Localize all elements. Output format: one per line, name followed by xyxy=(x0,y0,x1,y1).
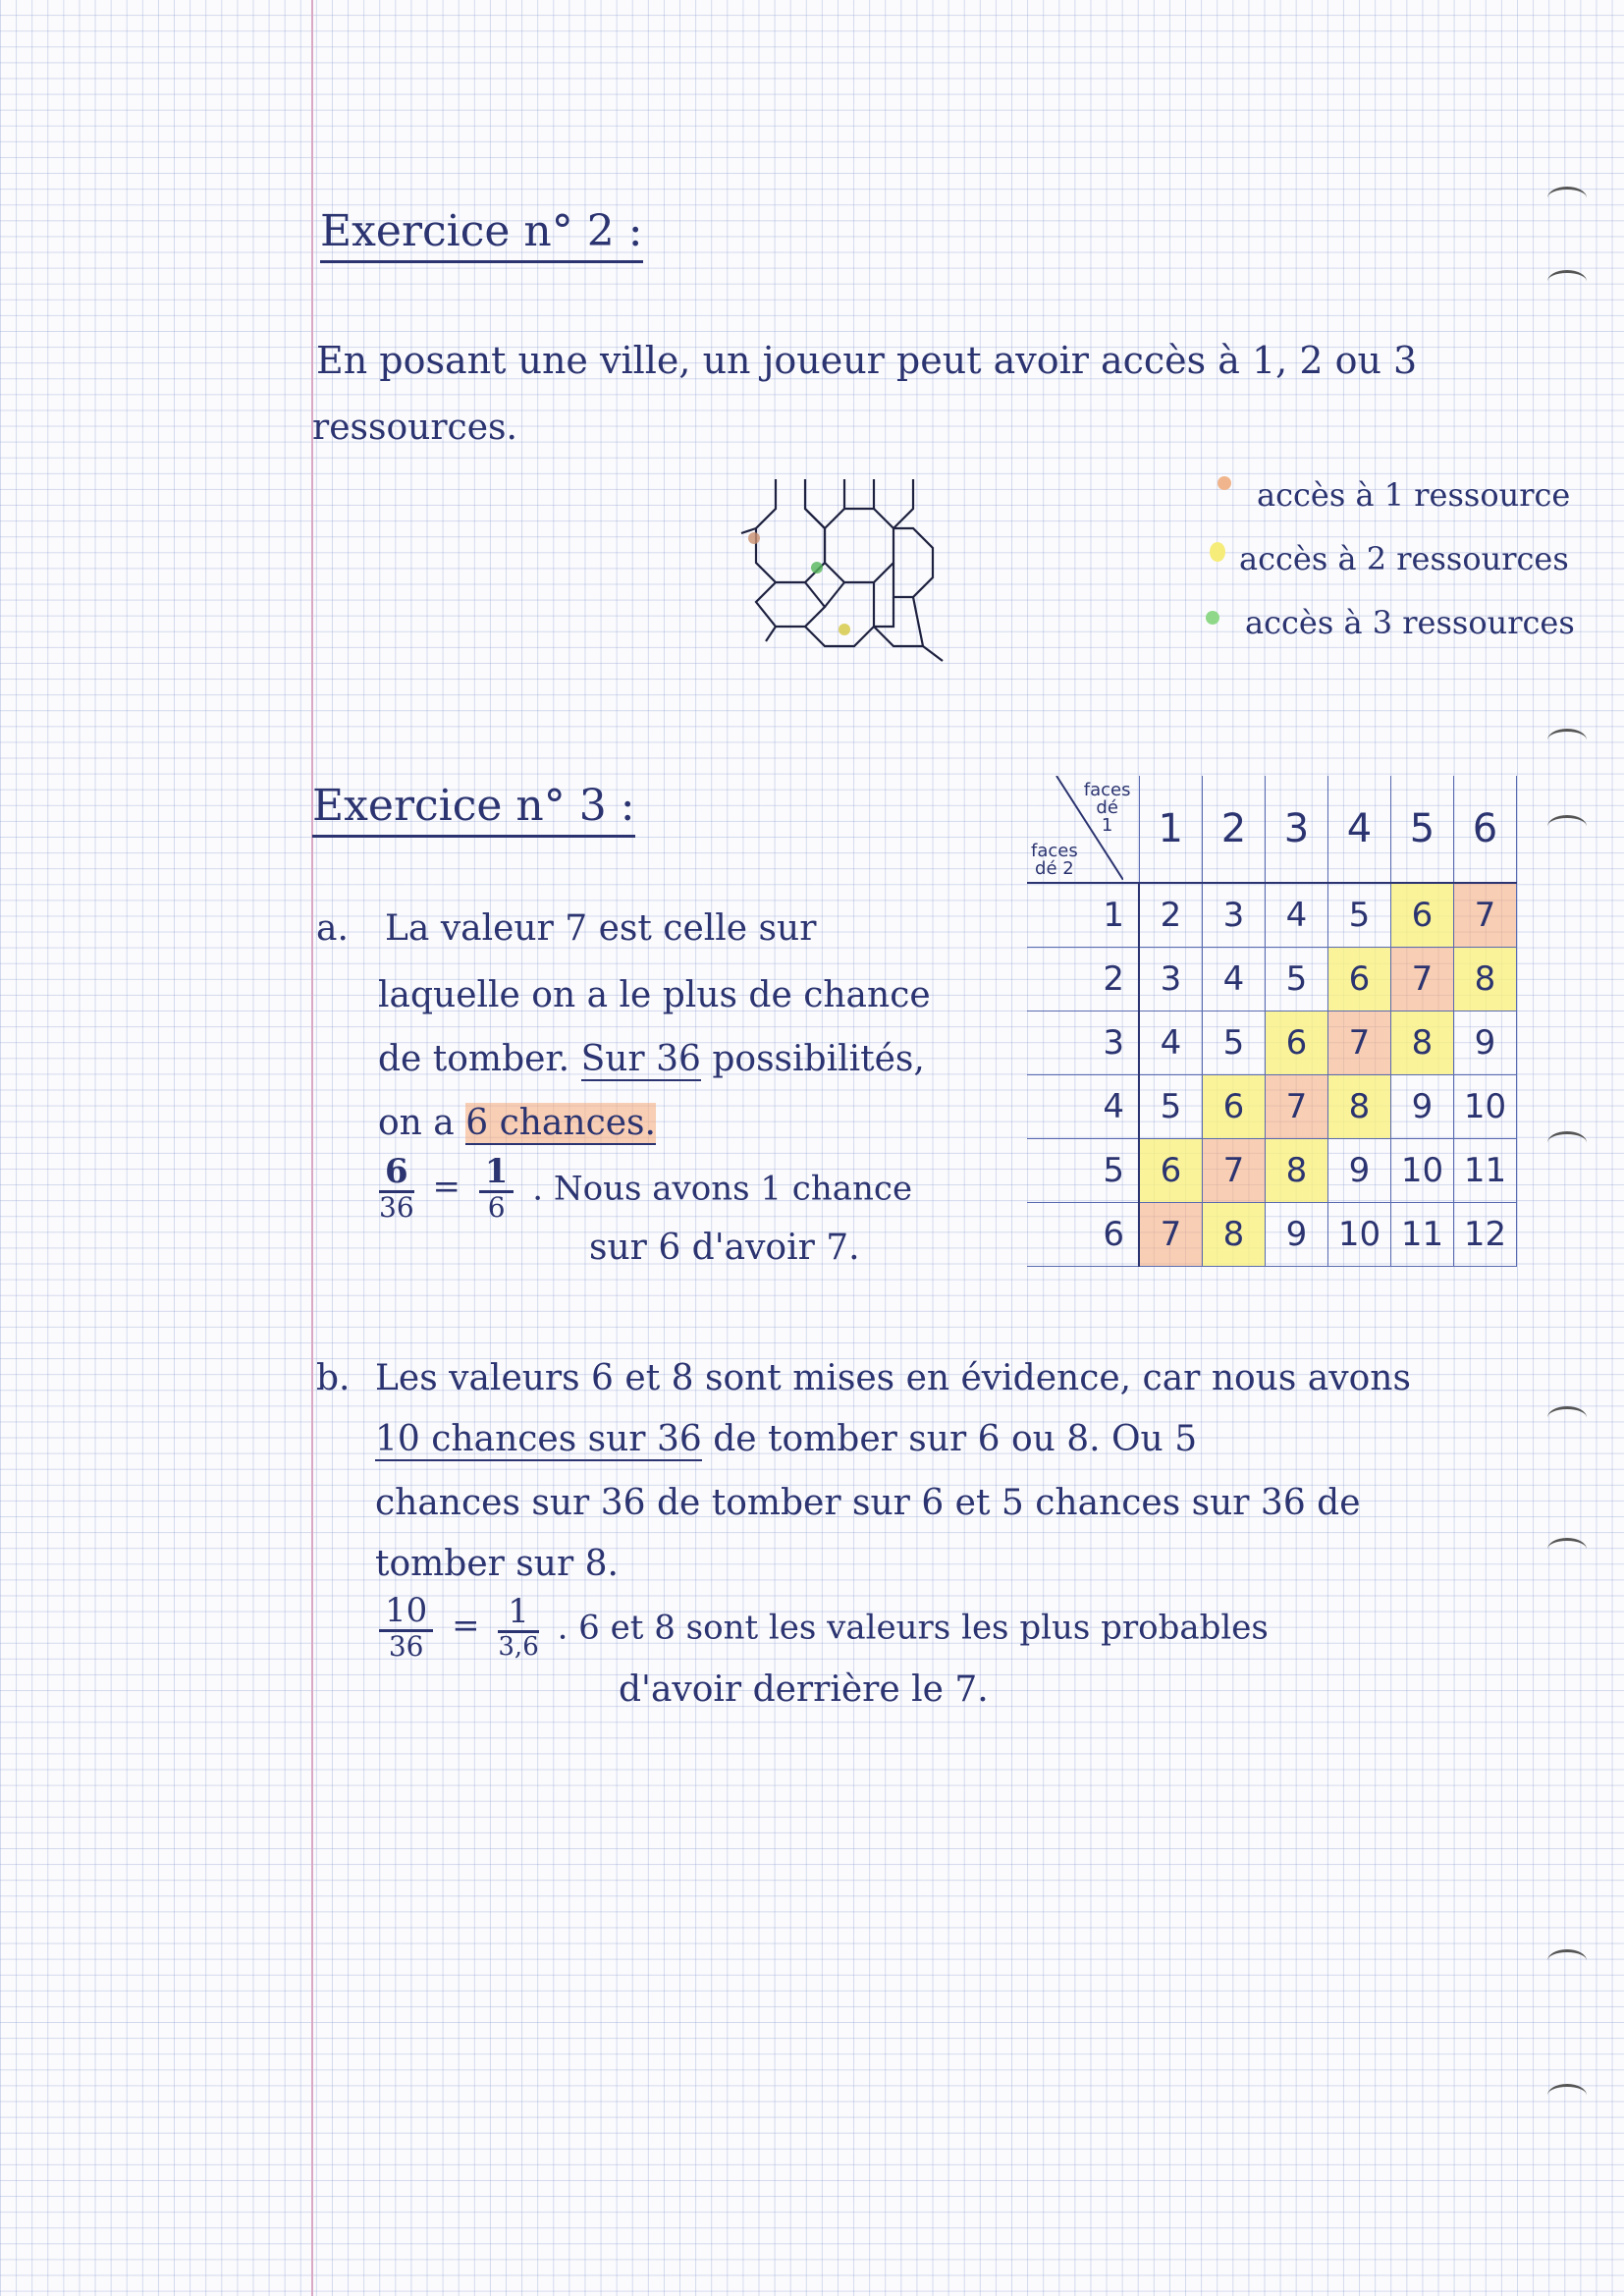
margin-line xyxy=(311,0,313,2296)
table-cell: 7 xyxy=(1266,1075,1328,1139)
table-cell: 6 xyxy=(1139,1139,1203,1203)
table-cell: 4 xyxy=(1203,948,1266,1011)
row-header: 4 xyxy=(1027,1075,1139,1139)
underline-sur-36: Sur 36 xyxy=(580,1039,701,1079)
table-cell: 2 xyxy=(1139,883,1203,948)
table-cell: 7 xyxy=(1328,1011,1391,1075)
table-cell: 8 xyxy=(1328,1075,1391,1139)
column-header: 4 xyxy=(1328,776,1391,883)
table-cell: 5 xyxy=(1328,883,1391,948)
table-row xyxy=(1027,1011,1517,1075)
table-row xyxy=(1027,883,1517,948)
exercise-3-title: Exercice n° 3 : xyxy=(312,781,635,838)
part-b-line-1: Les valeurs 6 et 8 sont mises en évidence, car nous avons xyxy=(375,1358,1411,1398)
binder-hole xyxy=(1547,729,1587,751)
part-b-line-4: tomber sur 8. xyxy=(375,1544,619,1584)
fraction-10-36: $\frac{10}{36}$ xyxy=(379,1593,433,1663)
legend-dot-orange xyxy=(1218,476,1231,490)
legend-dot-green xyxy=(1206,611,1219,625)
table-cell: 9 xyxy=(1266,1203,1328,1267)
legend-item-2: accès à 2 ressources xyxy=(1239,540,1569,577)
table-cell: 5 xyxy=(1139,1075,1203,1139)
binder-hole xyxy=(1547,815,1587,838)
part-b-fraction-line: $\frac{10}{36}$ = $\frac{1}{3,6}$ . 6 et 8 sont les valeurs les plus probables xyxy=(371,1593,1269,1663)
column-header: 1 xyxy=(1139,776,1203,883)
table-header-row xyxy=(1027,776,1517,883)
table-row xyxy=(1027,1203,1517,1267)
part-a-marker: a. xyxy=(316,908,349,949)
part-a-fraction-line: $\frac{6}{36}$ = $\frac{1}{6}$ . Nous avons 1 chance xyxy=(379,1152,913,1225)
row-header: 3 xyxy=(1027,1011,1139,1075)
legend-item-3: accès à 3 ressources xyxy=(1245,604,1575,641)
table-cell: 3 xyxy=(1203,883,1266,948)
table-cell: 4 xyxy=(1139,1011,1203,1075)
table-cell: 8 xyxy=(1203,1203,1266,1267)
table-cell: 10 xyxy=(1391,1139,1454,1203)
table-corner xyxy=(1027,776,1139,883)
table-cell: 5 xyxy=(1203,1011,1266,1075)
table-cell: 9 xyxy=(1391,1075,1454,1139)
binder-hole xyxy=(1547,1538,1587,1560)
fraction-1-3-6: $\frac{1}{3,6}$ xyxy=(498,1592,539,1663)
part-b-line-2: 10 chances sur 36 de tomber sur 6 ou 8. Ou 5 xyxy=(375,1419,1198,1459)
part-a-line-3: de tomber. Sur 36 possibilités, xyxy=(378,1039,925,1079)
hexagon-grid-drawing xyxy=(736,469,952,676)
legend-item-1: accès à 1 ressource xyxy=(1257,476,1571,514)
table-cell: 10 xyxy=(1328,1203,1391,1267)
corner-label-die-2: faces dé 2 xyxy=(1031,841,1078,879)
part-b-marker: b. xyxy=(316,1358,351,1398)
column-header: 6 xyxy=(1454,776,1517,883)
fraction-1-6: $\frac{1}{6}$ xyxy=(479,1154,514,1224)
part-a-line-4: on a 6 chances. xyxy=(378,1103,656,1143)
column-header: 5 xyxy=(1391,776,1454,883)
legend-dot-yellow xyxy=(1210,542,1225,562)
table-cell: 6 xyxy=(1328,948,1391,1011)
highlight-6-chances: 6 chances. xyxy=(465,1103,656,1143)
exercise-2-line-2: ressources. xyxy=(312,408,517,448)
table-row xyxy=(1027,1139,1517,1203)
table-cell: 11 xyxy=(1391,1203,1454,1267)
table-cell: 4 xyxy=(1266,883,1328,948)
table-cell: 7 xyxy=(1454,883,1517,948)
table-row xyxy=(1027,948,1517,1011)
binder-hole xyxy=(1547,187,1587,209)
table-cell: 6 xyxy=(1391,883,1454,948)
row-header: 1 xyxy=(1027,883,1139,948)
table-cell: 8 xyxy=(1266,1139,1328,1203)
table-row xyxy=(1027,1075,1517,1139)
part-b-line-3: chances sur 36 de tomber sur 6 et 5 chances sur 36 de xyxy=(375,1483,1361,1523)
table-cell: 6 xyxy=(1203,1075,1266,1139)
dice-sum-table xyxy=(1027,776,1517,1267)
exercise-2-title: Exercice n° 2 : xyxy=(320,206,643,263)
part-a-line-2: laquelle on a le plus de chance xyxy=(378,975,931,1015)
table-cell: 8 xyxy=(1454,948,1517,1011)
binder-hole xyxy=(1547,1949,1587,1972)
part-b-line-6: d'avoir derrière le 7. xyxy=(619,1669,989,1710)
table-cell: 7 xyxy=(1391,948,1454,1011)
table-cell: 9 xyxy=(1454,1011,1517,1075)
table-cell: 5 xyxy=(1266,948,1328,1011)
row-header: 5 xyxy=(1027,1139,1139,1203)
part-a-line-1: La valeur 7 est celle sur xyxy=(385,908,817,949)
table-cell: 9 xyxy=(1328,1139,1391,1203)
column-header: 3 xyxy=(1266,776,1328,883)
column-header: 2 xyxy=(1203,776,1266,883)
table-cell: 11 xyxy=(1454,1139,1517,1203)
table-cell: 8 xyxy=(1391,1011,1454,1075)
table-cell: 7 xyxy=(1139,1203,1203,1267)
part-a-line-6: sur 6 d'avoir 7. xyxy=(589,1228,860,1268)
table-cell: 6 xyxy=(1266,1011,1328,1075)
table-cell: 12 xyxy=(1454,1203,1517,1267)
row-header: 2 xyxy=(1027,948,1139,1011)
fraction-6-36: $\frac{6}{36}$ xyxy=(379,1152,414,1225)
binder-hole xyxy=(1547,2084,1587,2106)
underline-10-chances: 10 chances sur 36 xyxy=(375,1419,702,1459)
table-cell: 3 xyxy=(1139,948,1203,1011)
table-cell: 10 xyxy=(1454,1075,1517,1139)
exercise-2-line-1: En posant une ville, un joueur peut avoir accès à 1, 2 ou 3 xyxy=(316,339,1418,382)
corner-label-die-1: faces dé 1 xyxy=(1083,780,1131,836)
row-header: 6 xyxy=(1027,1203,1139,1267)
binder-hole xyxy=(1547,1131,1587,1154)
table-cell: 7 xyxy=(1203,1139,1266,1203)
binder-hole xyxy=(1547,270,1587,293)
binder-hole xyxy=(1547,1406,1587,1429)
